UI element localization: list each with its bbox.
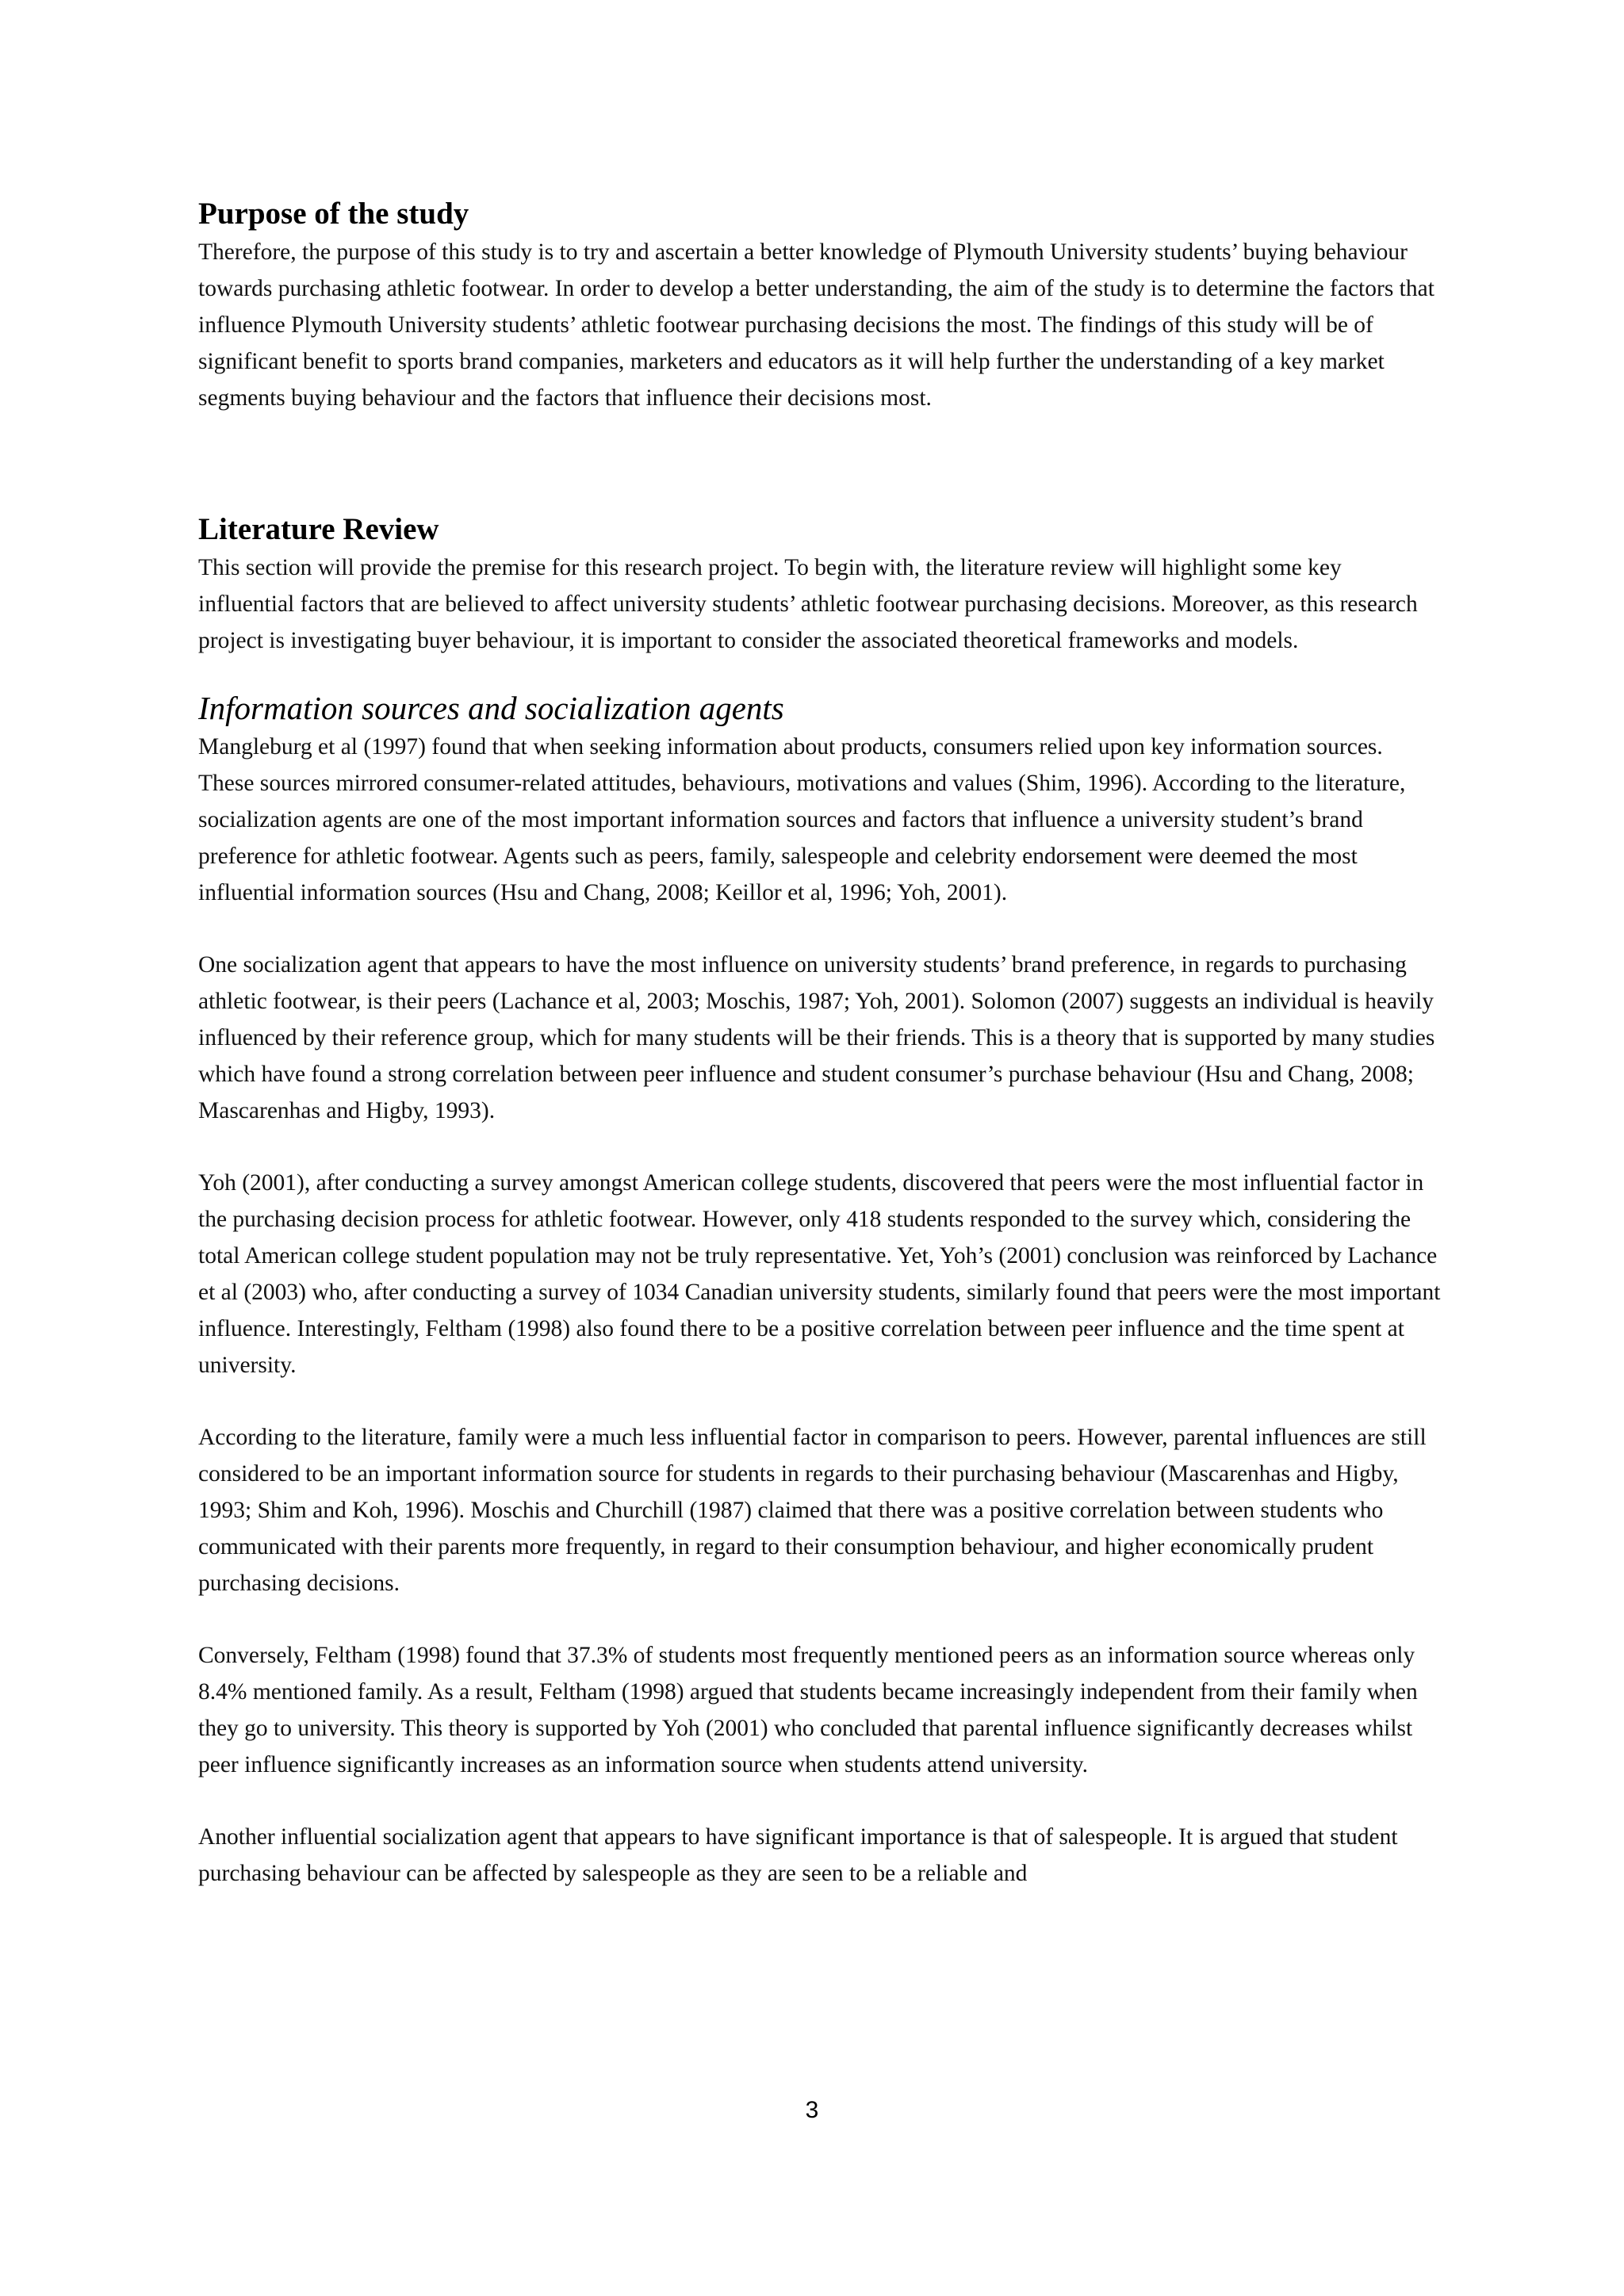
paragraph-info-sources-1: Mangleburg et al (1997) found that when seeking information about products, consumers relied upon key information sources. These sources mirrored consumer-related attitudes, behaviours, motivations and values (Shim, 1996). According to the literature, socialization agents are one of the most important information sources and factors that influence a university student’s brand preference for athletic footwear. Agents such as peers, family, salespeople and celebrity endorsement were deemed the most influential information sources (Hsu and Chang, 2008; Keillor et al, 1996; Yoh, 2001). [198,734,1406,905]
heading-purpose-of-study: Purpose of the study [198,197,469,231]
paragraph-spacer [198,1129,1443,1165]
paragraph-literature-review: This section will provide the premise for this research project. To begin with, the literature review will highlight some key influential factors that are believed to affect university students’ athletic footwear purchasing decisions. Moreover, as this research project is investigating buyer behaviour, it is important to consider the associated theoretical frameworks and models. [198,555,1418,653]
paragraph-purpose: Therefore, the purpose of this study is to try and ascertain a better knowledge of Plymouth University students’ buying behaviour towards purchasing athletic footwear. In order to develop a better understanding, the aim of the study is to determine the factors that influence Plymouth University students’ athletic footwear purchasing decisions the most. The findings of this study will be of significant benefit to sports brand companies, marketers and educators as it will help further the understanding of a key market segments buying behaviour and the factors that influence their decisions most. [198,239,1434,411]
paragraph-info-sources-4: According to the literature, family were a much less influential factor in comparison to peers. However, parental influences are still considered to be an important information source for students in regards to their purchasing behaviour (Mascarenhas and Higby, 1993; Shim and Koh, 1996). Moschis and Churchill (1987) claimed that there was a positive correlation between students who communicated with their parents more frequently, in regard to their consumption behaviour, and higher economically prudent purchasing decisions. [198,1425,1427,1596]
paragraph-spacer [198,911,1443,947]
section-spacer [198,416,1443,510]
heading-literature-review: Literature Review [198,512,439,546]
paragraph-info-sources-3: Yoh (2001), after conducting a survey amongst American college students, discovered that peers were the most influential factor in the purchasing decision process for athletic footwear. However, only 418 students responded to the survey which, considering the total American college student population may not be truly representative. Yet, Yoh’s (2001) conclusion was reinforced by Lachance et al (2003) who, after conducting a survey of 1034 Canadian university students, similarly found that peers were the most important influence. Interestingly, Feltham (1998) also found there to be a positive correlation between peer influence and the time spent at university. [198,1170,1441,1378]
subsection-spacer [198,659,1443,687]
document-page [198,194,1443,1892]
paragraph-spacer [198,1383,1443,1419]
paragraph-info-sources-6: Another influential socialization agent that appears to have significant importance is that of salespeople. It is argued that student purchasing behaviour can be affected by salespeople as they are seen to be a reliable and [198,1824,1398,1886]
paragraph-info-sources-2: One socialization agent that appears to have the most influence on university students’ brand preference, in regards to purchasing athletic footwear, is their peers (Lachance et al, 2003; Moschis, 1987; Yoh, 2001). Solomon (2007) suggests an individual is heavily influenced by their reference group, which for many students will be their friends. This is a theory that is supported by many studies which have found a strong correlation between peer influence and student consumer’s purchase behaviour (Hsu and Chang, 2008; Mascarenhas and Higby, 1993). [198,952,1435,1123]
paragraph-spacer [198,1601,1443,1637]
page-number: 3 [805,2097,819,2123]
subheading-information-sources: Information sources and socialization agents [198,690,784,726]
paragraph-spacer [198,1783,1443,1819]
paragraph-info-sources-5: Conversely, Feltham (1998) found that 37.3% of students most frequently mentioned peers as an information source whereas only 8.4% mentioned family. As a result, Feltham (1998) argued that students became increasingly independent from their family when they go to university. This theory is supported by Yoh (2001) who concluded that parental influence significantly decreases whilst peer influence significantly increases as an information source when students attend university. [198,1643,1418,1777]
